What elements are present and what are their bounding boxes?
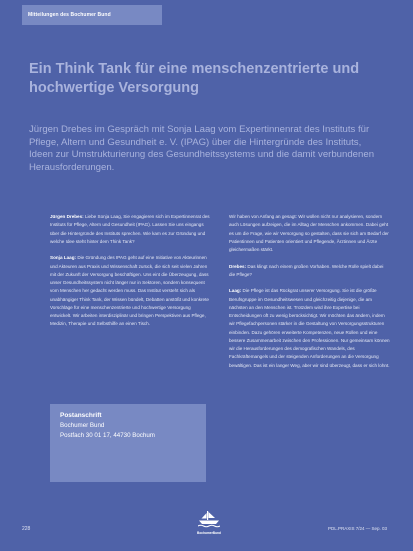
paragraph-text: Die Gründung des IPAG geht auf eine Initiative von Akteurinnen und Akteuren aus Praxis und Wissenschaft zurück, die sich seit vielen Jahren mit der Zukunft der Versorgung beschäftigen. Uns eint die Überzeugung, dass unser Gesundheitssystem nicht länger nur in Sektoren, sondern konsequent vom Menschen her gedacht werden muss. Das Institut versteht sich als unabhängiger Think Tank, der Wissen bündelt, Debatten anstößt und konkrete Vorschläge für eine menschenzentrierte und hochwertige Versorgung entwickelt. Wir arbeiten interdisziplinär und bringen Perspektiven aus Pflege, Medizin, Therapie und Selbsthilfe an einen Tisch. <box>50 255 209 327</box>
logo-text: BochumerBund <box>197 531 221 535</box>
issue-info: PDL.PRAXIS 7/24 — Sep. 03 <box>327 526 387 531</box>
paragraph-text: Das klingt nach einem großen Vorhaben. Welche Rolle spielt dabei die Pflege? <box>229 263 384 277</box>
article-column-left <box>50 213 211 337</box>
article-lead: Jürgen Drebes im Gespräch mit Sonja Laag vom Expertinnenrat des Instituts für Pflege, Altern und Gesundheit e. V. (IPAG) über die Hintergründe des Instituts, Ideen zur Umstrukturierung des Gesundheitssystems und die damit verbundenen Herausforderungen. <box>29 124 375 173</box>
ship-logo-icon <box>198 510 220 530</box>
article-column-right <box>229 213 390 378</box>
paragraph-text: Wir haben von Anfang an gesagt: Wir wollen nicht nur analysieren, sondern auch Lösungen aufzeigen, die im Alltag der Menschen ankommen. Dabei geht es um die Frage, wie wir Versorgung so gestalten, dass sie sich am Bedarf der Patientinnen und Patienten orientiert und Pflegende, Ärztinnen und Ärzte gleichermaßen stärkt. <box>229 214 389 252</box>
section-header <box>22 5 162 25</box>
page-number: 228 <box>22 526 31 532</box>
speaker-name: Jürgen Drebes: <box>50 214 84 219</box>
interview-paragraph <box>229 213 390 254</box>
interview-paragraph <box>229 287 390 370</box>
bochumer-bund-logo <box>193 510 225 540</box>
paragraph-text: Liebe Sonja Laag, Sie engagieren sich im Expertinnenrat des Instituts für Pflege, Altern und Gesundheit (IPAG). Lassen Sie uns eingangs über die Hintergründe des Instituts sprechen. Wie kam es zur Gründung und welche Idee steht hinter dem Think Tank? <box>50 214 210 244</box>
interview-paragraph <box>229 263 390 280</box>
paragraph-text: Die Pflege ist das Rückgrat unserer Versorgung. Sie ist die größte Berufsgruppe im Gesundheitswesen und gleichzeitig diejenige, die am nächsten an den Menschen ist. Trotzdem wird ihre Expertise bei Entscheidungen oft zu wenig berücksichtigt. Wir möchten das ändern, indem wir Pflegefachpersonen stärker in die Gestaltung von Versorgungsstrukturen einbinden. Dazu gehören erweiterte Kompetenzen, neue Rollen und eine bessere Zusammenarbeit zwischen den Professionen. Nur gemeinsam können wir die Herausforderungen des demografischen Wandels, des Fachkräftemangels und der steigenden Anforderungen an die Versorgung bewältigen. Das ist ein langer Weg, aber wir sind überzeugt, dass er sich lohnt. <box>229 288 390 368</box>
postal-address-line: Postfach 30 01 17, 44730 Bochum <box>60 432 155 439</box>
postal-address-title: Postanschrift <box>60 412 102 419</box>
speaker-name: Drebes: <box>229 263 247 269</box>
interview-paragraph <box>50 213 211 246</box>
article-title: Ein Think Tank für eine menschenzentrierte und hochwertige Versorgung <box>29 61 360 96</box>
postal-address-box <box>50 404 206 482</box>
postal-address-name: Bochumer Bund <box>60 422 105 429</box>
section-header-label: Mitteilungen des Bochumer Bund <box>28 12 111 18</box>
interview-paragraph <box>50 254 211 328</box>
speaker-name: Sonja Laag: <box>50 255 77 261</box>
speaker-name: Laag: <box>229 288 242 294</box>
